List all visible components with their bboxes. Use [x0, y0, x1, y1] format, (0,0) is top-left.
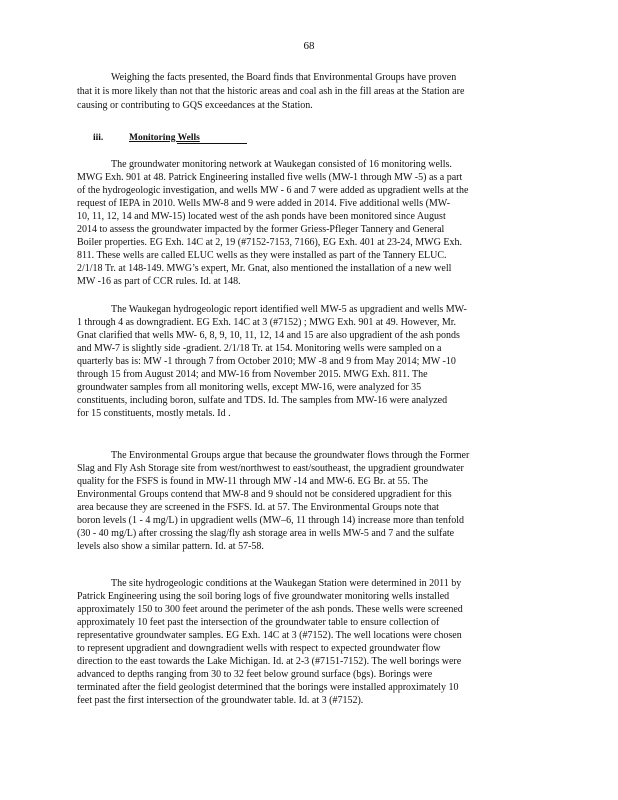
- text-line: levels also show a similar pattern. Id. at 57-58.: [77, 541, 264, 552]
- text-line: advanced to depths ranging from 30 to 32 feet below ground surface (bgs). Borings were: [77, 669, 433, 680]
- text-line: approximately 10 feet past the intersection of the groundwater table to ensure collection of: [77, 617, 440, 628]
- text-line: to represent upgradient and downgradient wells with respect to expected groundwater flow: [77, 643, 441, 654]
- text-line: Weighing the facts presented, the Board finds that Environmental Groups have proven: [111, 72, 457, 83]
- text-line: The groundwater monitoring network at Waukegan consisted of 16 monitoring wells.: [111, 159, 452, 170]
- text-line: causing or contributing to GQS exceedances at the Station.: [77, 100, 313, 111]
- section-heading: [93, 133, 200, 143]
- text-line: The Waukegan hydrogeologic report identified well MW-5 as upgradient and wells MW-: [111, 304, 467, 315]
- text-line: 811. These wells are called ELUC wells as they were installed as part of the Tannery ELUC.: [77, 250, 447, 261]
- text-line: feet past the first intersection of the groundwater table. Id. at 3 (#7152).: [77, 695, 364, 706]
- text-line: and MW-7 is slightly side -gradient. 2/1/18 Tr. at 154. Monitoring wells were sampled on a: [77, 343, 442, 354]
- text-line: that it is more likely than not that the historic areas and coal ash in the fill areas at the Station are: [77, 86, 465, 97]
- section-numeral: iii.: [93, 133, 104, 143]
- heading-underline: [177, 143, 247, 144]
- text-line: The site hydrogeologic conditions at the Waukegan Station were determined in 2011 by: [111, 578, 462, 589]
- text-line: constituents, including boron, sulfate and TDS. Id. The samples from MW-16 were analyzed: [77, 395, 448, 406]
- text-line: representative groundwater samples. EG Exh. 14C at 3 (#7152). The well locations were chosen: [77, 630, 462, 641]
- text-line: approximately 150 to 300 feet around the perimeter of the ash ponds. These wells were screened: [77, 604, 463, 615]
- text-line: of the hydrogeologic investigation, and wells MW - 6 and 7 were added as upgradient wells at the: [77, 185, 469, 196]
- text-line: direction to the east towards the Lake Michigan. Id. at 2-3 (#7151-7152). The well borings were: [77, 656, 462, 667]
- text-line: The Environmental Groups argue that because the groundwater flows through the Former: [111, 450, 470, 461]
- text-line: 10, 11, 12, 14 and MW-15) located west of the ash ponds have been monitored since August: [77, 211, 446, 222]
- text-line: Patrick Engineering using the soil boring logs of five groundwater monitoring wells installed: [77, 591, 450, 602]
- text-line: quality for the FSFS is found in MW-11 through MW -14 and MW-6. EG Br. at 55. The: [77, 476, 428, 487]
- text-line: groundwater samples from all monitoring wells, except MW-16, were analyzed for 35: [77, 382, 422, 393]
- text-line: boron levels (1 - 4 mg/L) in upgradient wells (MW–6, 11 through 14) increase more than tenfold: [77, 515, 465, 526]
- text-line: 2/1/18 Tr. at 148-149. MWG’s expert, Mr. Gnat, also mentioned the installation of a new well: [77, 263, 452, 274]
- text-line: request of IEPA in 2010. Wells MW-8 and 9 were added in 2014. Five additional wells (MW-: [77, 198, 451, 209]
- text-line: Boiler properties. EG Exh. 14C at 2, 19 (#7152-7153, 7166), EG Exh. 401 at 23-24, MWG Exh.: [77, 237, 462, 248]
- page-number: 68: [303, 40, 315, 52]
- text-line: area because they are screened in the FSFS. Id. at 57. The Environmental Groups note that: [77, 502, 439, 513]
- text-line: quarterly bas is: MW -1 through 7 from October 2010; MW -8 and 9 from May 2014; MW -10: [77, 356, 456, 367]
- text-line: for 15 constituents, mostly metals. Id .: [77, 408, 231, 419]
- text-line: through 15 from August 2014; and MW-16 from November 2015. MWG Exh. 811. The: [77, 369, 428, 380]
- text-line: 1 through 4 as downgradient. EG Exh. 14C at 3 (#7152) ; MWG Exh. 901 at 49. However, Mr.: [77, 317, 456, 328]
- section-title: Monitoring Wells: [129, 133, 200, 143]
- text-line: 2014 to assess the groundwater impacted by the former Griess-Pfleger Tannery and General: [77, 224, 445, 235]
- text-line: terminated after the field geologist determined that the borings were installed approximately 10: [77, 682, 459, 693]
- text-line: Slag and Fly Ash Storage site from west/northwest to east/southeast, the upgradient groundwater: [77, 463, 464, 474]
- text-line: (30 - 40 mg/L) after crossing the slag/fly ash storage area in wells MW-5 and 7 and the sulfate: [77, 528, 455, 539]
- text-line: MW -16 as part of CCR rules. Id. at 148.: [77, 276, 241, 287]
- text-line: MWG Exh. 901 at 48. Patrick Engineering installed five wells (MW-1 through MW -5) as a part: [77, 172, 463, 183]
- text-line: Environmental Groups contend that MW-8 and 9 should not be considered upgradient for this: [77, 489, 452, 500]
- text-line: Gnat clarified that wells MW- 6, 8, 9, 10, 11, 12, 14 and 15 are also upgradient of the ash ponds: [77, 330, 460, 341]
